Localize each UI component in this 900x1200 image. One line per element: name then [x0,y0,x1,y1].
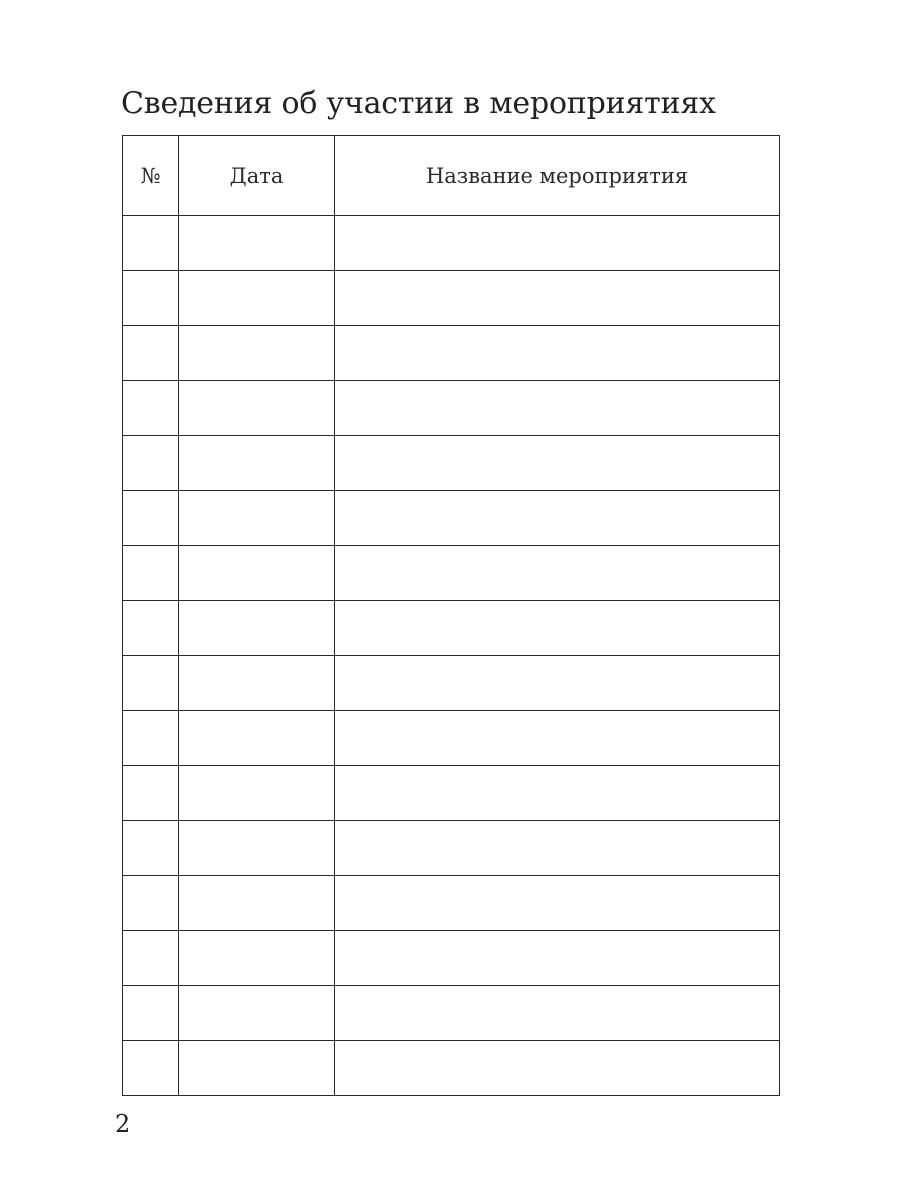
cell-event-name[interactable] [335,656,780,711]
cell-event-name[interactable] [335,1041,780,1096]
cell-number[interactable] [123,876,179,931]
cell-event-name[interactable] [335,381,780,436]
header-event-name: Название мероприятия [335,136,780,216]
events-table [122,135,780,1096]
cell-event-name[interactable] [335,601,780,656]
table-row [123,986,780,1041]
cell-event-name[interactable] [335,216,780,271]
cell-number[interactable] [123,271,179,326]
table-row [123,381,780,436]
cell-date[interactable] [179,436,335,491]
cell-number[interactable] [123,436,179,491]
cell-date[interactable] [179,711,335,766]
cell-date[interactable] [179,931,335,986]
cell-number[interactable] [123,326,179,381]
header-date: Дата [179,136,335,216]
cell-date[interactable] [179,601,335,656]
cell-event-name[interactable] [335,821,780,876]
cell-event-name[interactable] [335,876,780,931]
cell-event-name[interactable] [335,436,780,491]
cell-number[interactable] [123,766,179,821]
cell-event-name[interactable] [335,931,780,986]
cell-number[interactable] [123,601,179,656]
cell-number[interactable] [123,381,179,436]
cell-number[interactable] [123,546,179,601]
cell-number[interactable] [123,821,179,876]
cell-number[interactable] [123,931,179,986]
cell-date[interactable] [179,1041,335,1096]
cell-date[interactable] [179,876,335,931]
table-header-row [123,136,780,216]
table-row [123,821,780,876]
cell-date[interactable] [179,491,335,546]
table-row [123,1041,780,1096]
cell-date[interactable] [179,271,335,326]
table-row [123,436,780,491]
cell-date[interactable] [179,381,335,436]
table-row [123,601,780,656]
cell-date[interactable] [179,216,335,271]
table-row [123,326,780,381]
table-row [123,216,780,271]
cell-event-name[interactable] [335,986,780,1041]
page-title: Сведения об участии в мероприятиях [121,86,716,121]
cell-number[interactable] [123,216,179,271]
cell-date[interactable] [179,766,335,821]
table-row [123,546,780,601]
cell-date[interactable] [179,821,335,876]
cell-event-name[interactable] [335,766,780,821]
table-row [123,656,780,711]
cell-number[interactable] [123,656,179,711]
cell-number[interactable] [123,1041,179,1096]
cell-date[interactable] [179,546,335,601]
table-row [123,876,780,931]
table-row [123,491,780,546]
table-row [123,271,780,326]
cell-event-name[interactable] [335,271,780,326]
table-body [123,216,780,1096]
cell-event-name[interactable] [335,326,780,381]
cell-date[interactable] [179,656,335,711]
header-number: № [123,136,179,216]
cell-number[interactable] [123,986,179,1041]
cell-date[interactable] [179,986,335,1041]
table-row [123,766,780,821]
cell-number[interactable] [123,491,179,546]
table-row [123,711,780,766]
cell-event-name[interactable] [335,546,780,601]
cell-date[interactable] [179,326,335,381]
table-row [123,931,780,986]
cell-event-name[interactable] [335,491,780,546]
cell-number[interactable] [123,711,179,766]
cell-event-name[interactable] [335,711,780,766]
page-number: 2 [115,1110,131,1138]
